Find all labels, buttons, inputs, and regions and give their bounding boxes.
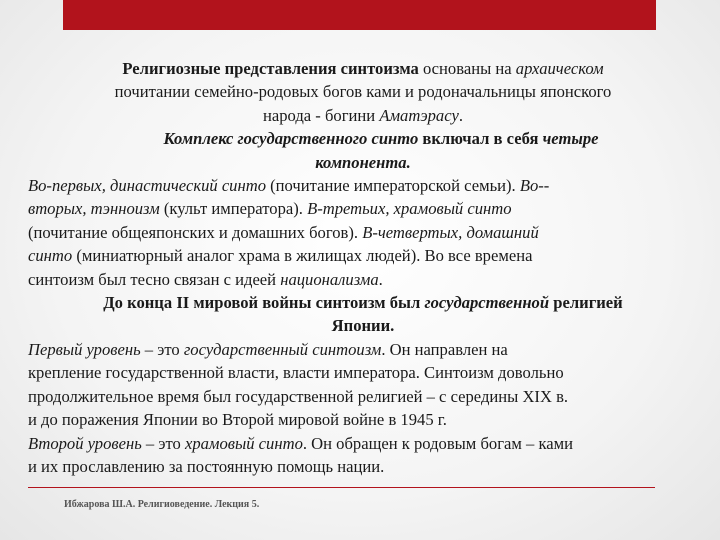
italic-phrase: архаическом <box>515 59 604 78</box>
text-line: крепление государственной власти, власти императора. Синтоизм довольно <box>28 363 564 383</box>
text-line: и их прославлению за постоянную помощь нации. <box>28 456 385 476</box>
text: – это <box>141 433 185 453</box>
paragraph-state-religion <box>28 291 698 338</box>
slide-body <box>28 57 698 478</box>
italic-phrase: Первый уровень <box>28 339 141 359</box>
bold-italic-phrase: государственной <box>424 293 550 313</box>
italic-phrase: Во-- <box>519 176 550 196</box>
paragraph-second-level <box>28 432 698 479</box>
bold-line: Японии. <box>331 316 395 336</box>
footer-divider <box>28 487 655 488</box>
italic-phrase: вторых, тэнноизм <box>28 199 160 219</box>
paragraph-first-level <box>28 338 698 432</box>
text: – это <box>140 339 184 359</box>
italic-phrase: В-третьих, храмовый синто <box>307 199 512 219</box>
italic-phrase: В-четвертых, домашний <box>362 222 539 242</box>
text: (почитание общеяпонских и домашних богов). <box>28 222 363 242</box>
text: (миниатюрный аналог храма в жилищах людей). Во все времена <box>72 246 533 266</box>
bold-phrase: Религиозные представления синтоизма <box>122 59 419 78</box>
bold-italic-line: компонента. <box>315 152 411 172</box>
text: народа - богини <box>262 105 380 125</box>
text: . Он направлен на <box>381 339 508 359</box>
bold-phrase: религией <box>549 293 623 313</box>
italic-phrase: Аматэрасу <box>379 105 459 125</box>
bold-italic-phrase: Комплекс государственного синто <box>163 129 419 149</box>
italic-phrase: национализма <box>280 269 379 289</box>
text: . Он обращен к родовым богам – ками <box>302 433 574 453</box>
text: (почитание императорской семьи). <box>266 176 520 196</box>
italic-phrase: Второй уровень <box>28 433 142 453</box>
bold-italic-phrase: четыре <box>542 129 599 149</box>
paragraph-shinto-beliefs <box>28 57 698 127</box>
text: синтоизм был тесно связан с идеей <box>28 269 281 289</box>
text: основаны на <box>418 59 516 78</box>
text-line: почитании семейно-родовых богов ками и родоначальницы японского <box>114 82 612 102</box>
text-line: и до поражения Японии во Второй мировой войне в 1945 г. <box>28 410 447 430</box>
bold-phrase: До конца II мировой войны синтоизм был <box>103 293 425 313</box>
italic-phrase: храмовый синто <box>184 433 303 453</box>
text: . <box>378 269 383 289</box>
text: . <box>458 105 464 125</box>
bold-phrase: включал в себя <box>418 129 543 149</box>
footer-caption: Ибжарова Ш.А. Религиоведение. Лекция 5. <box>64 499 260 510</box>
italic-phrase: Во-первых, династический синто <box>28 176 266 196</box>
title-bar <box>63 0 656 30</box>
text-line: продолжительное время был государственной религией – с середины XIX в. <box>28 386 569 406</box>
paragraph-state-shinto-complex <box>28 127 698 174</box>
paragraph-four-components <box>28 174 698 291</box>
italic-phrase: государственный синтоизм <box>183 339 382 359</box>
italic-phrase: синто <box>28 246 73 266</box>
text: (культ императора). <box>159 199 308 219</box>
